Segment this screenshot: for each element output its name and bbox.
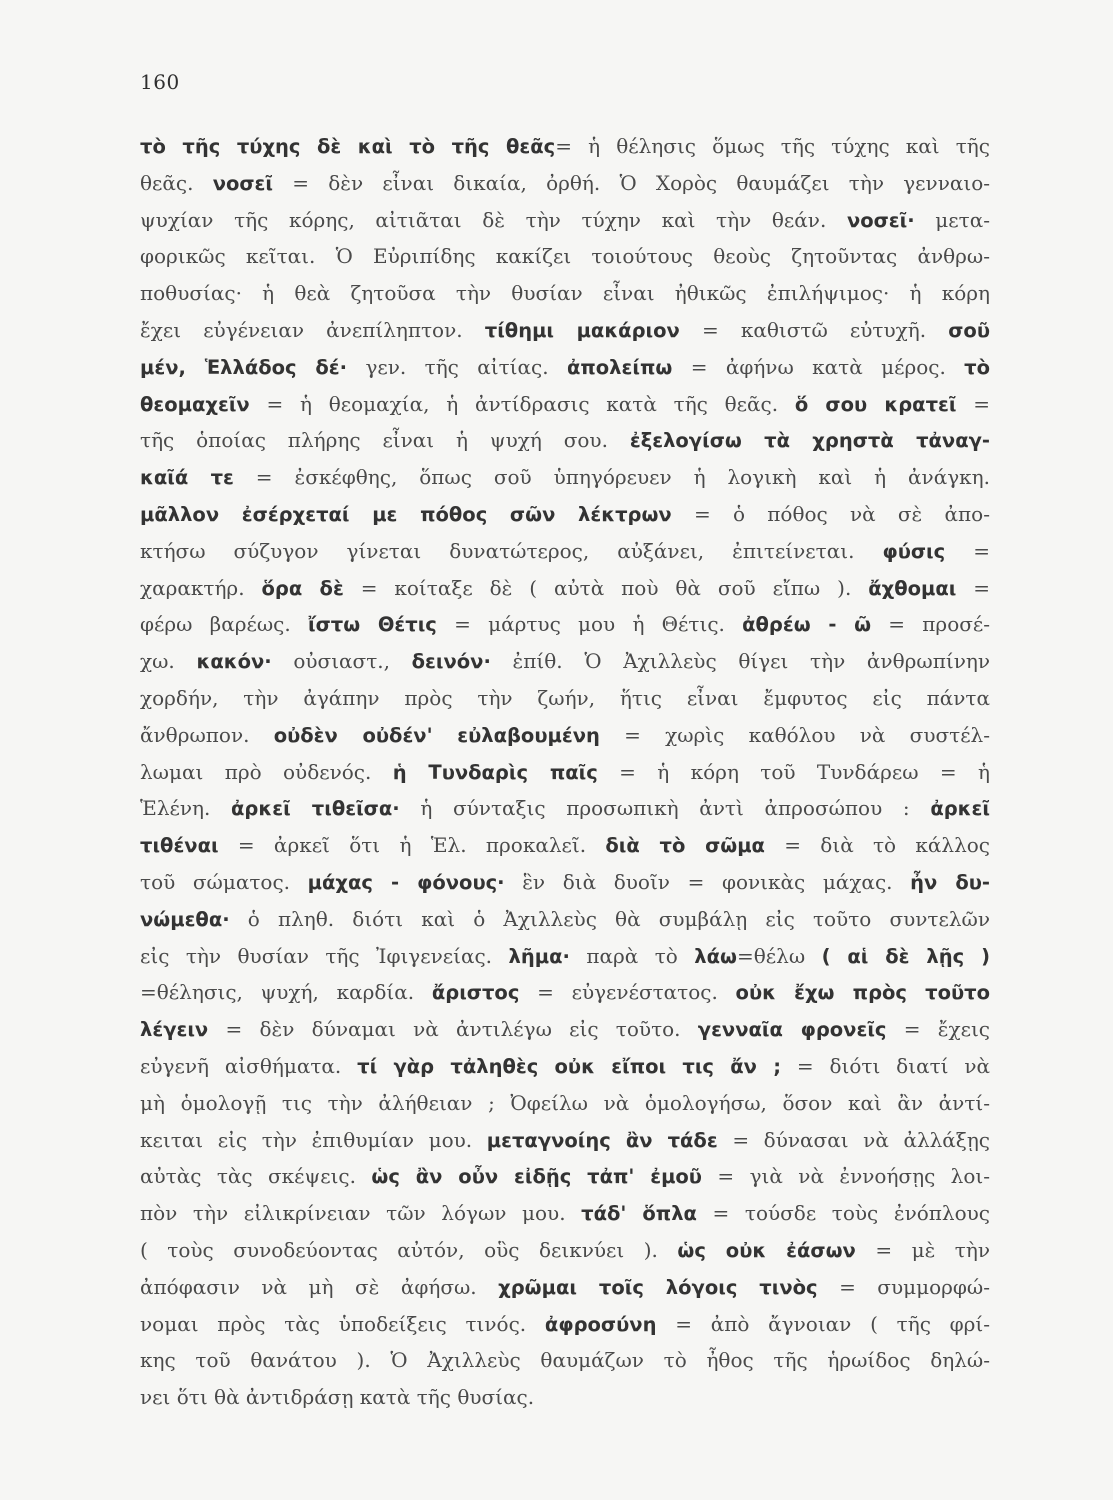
lemma-term: νοσεῖ· — [846, 208, 915, 232]
gloss-text: φέρω βαρέως. — [140, 612, 308, 637]
text-line — [140, 349, 990, 386]
gloss-text: παρὰ τὸ — [569, 943, 695, 968]
gloss-text: =θέλω — [736, 943, 822, 968]
gloss-text: = ἡ θέλησις ὅμως τῆς τύχης καὶ τῆς — [555, 134, 990, 158]
lemma-term: ἀρκεῖ — [930, 797, 990, 821]
lemma-term: ( αἱ δὲ λῇς ) — [821, 944, 990, 968]
text-line — [140, 1048, 990, 1085]
gloss-text: τῆς ὁποίας πλήρης εἶναι ἡ ψυχή σου. — [140, 428, 630, 453]
gloss-text: ψυχίαν τῆς κόρης, αἰτιᾶται δὲ τὴν τύχην καὶ τὴν θεάν. — [140, 207, 847, 232]
gloss-text: = δὲν εἶναι δικαία, ὀρθή. Ὁ Χορὸς θαυμάζει τὴν γενναιο- — [273, 170, 990, 195]
gloss-text: ἐπίθ. Ὁ Ἀχιλλεὺς θίγει τὴν ἀνθρωπίνην — [490, 649, 990, 674]
lemma-term: τὸ τῆς τύχης δὲ καὶ τὸ τῆς θεᾶς — [140, 135, 556, 158]
lemma-term: θεομαχεῖν — [140, 392, 250, 416]
gloss-text: = — [956, 391, 990, 416]
lemma-term: λάω — [694, 944, 737, 968]
lemma-term: ὅ σου κρατεῖ — [794, 392, 957, 416]
gloss-text: χω. — [140, 649, 197, 674]
lemma-term: νώμεθα· — [140, 907, 230, 931]
text-line — [140, 938, 990, 975]
text-line — [140, 202, 990, 239]
lemma-term: μᾶλλον ἐσέρχεταί με πόθος σῶν λέκτρων — [140, 502, 672, 526]
lemma-term: ἀθρέω - ῶ — [742, 613, 872, 637]
gloss-text: = χωρὶς καθόλου νὰ συστέλ- — [599, 722, 990, 747]
gloss-text: = προσέ- — [871, 612, 991, 637]
text-line — [140, 717, 990, 754]
lemma-term: ἄχθομαι — [868, 576, 957, 600]
lemma-term: καῖά τε — [140, 466, 234, 490]
text-line — [140, 1269, 990, 1306]
lemma-term: τάδ' ὅπλα — [581, 1202, 697, 1226]
text-line — [140, 312, 990, 349]
gloss-text: τοῦ σώματος. — [140, 869, 308, 894]
text-line — [140, 1232, 990, 1269]
lemma-term: μάχας - φόνους· — [307, 870, 505, 894]
gloss-text: = δύνασαι νὰ ἀλλάξῃς — [717, 1127, 991, 1152]
lemma-term: ὡς οὐκ ἐάσων — [677, 1238, 856, 1262]
gloss-text: = ἀρκεῖ ὅτι ἡ Ἑλ. προκαλεῖ. — [218, 833, 606, 858]
gloss-text: = ἀφήνω κατὰ μέρος. — [672, 354, 965, 379]
lemma-term: τί γὰρ τἀληθὲς οὐκ εἴποι τις ἄν ; — [357, 1054, 782, 1078]
gloss-text: κης τοῦ θανάτου ). Ὁ Ἀχιλλεὺς θαυμάζων τὸ ἦθος τῆς ἡρωίδος δηλώ- — [140, 1348, 990, 1373]
text-line — [140, 1122, 990, 1159]
lemma-term: διὰ τὸ σῶμα — [605, 834, 765, 858]
text-line — [140, 606, 990, 643]
lemma-term: ἡ Τυνδαρὶς παῖς — [392, 760, 598, 784]
text-line — [140, 1306, 990, 1343]
gloss-text: γεν. τῆς αἰτίας. — [347, 354, 567, 379]
lemma-term: νοσεῖ — [212, 171, 274, 195]
gloss-text: = ὁ πόθος νὰ σὲ ἀπο- — [671, 501, 990, 526]
page-number: 160 — [140, 70, 180, 94]
lemma-term: σοῦ — [948, 318, 990, 342]
lemma-term: τίθημι μακάριον — [484, 318, 680, 342]
text-line — [140, 422, 990, 459]
gloss-text: = μὲ τὴν — [855, 1237, 991, 1262]
gloss-text: μὴ ὁμολογῇ τις τὴν ἀλήθειαν ; Ὀφείλω νὰ ὁμολογήσω, ὅσον καὶ ἂν ἀντί- — [140, 1090, 990, 1115]
gloss-text: νομαι πρὸς τὰς ὑποδείξεις τινός. — [140, 1311, 545, 1336]
gloss-text: = εὐγενέστατος. — [519, 980, 736, 1005]
gloss-text: ἡ σύνταξις προσωπικὴ ἀντὶ ἀπροσώπου : — [399, 796, 931, 821]
gloss-text: ἄνθρωπον. — [140, 722, 274, 747]
lemma-term: λέγειν — [140, 1018, 209, 1042]
text-line — [140, 1195, 990, 1232]
text-line — [140, 533, 990, 570]
lemma-term: ἀπολείπω — [566, 355, 673, 379]
gloss-text: = κοίταξε δὲ ( αὐτὰ ποὺ θὰ σοῦ εἴπω ). — [343, 575, 869, 600]
text-line — [140, 238, 990, 275]
gloss-text: νει ὅτι θὰ ἀντιδράσῃ κατὰ τῆς θυσίας. — [140, 1385, 535, 1410]
lemma-term: ὡς ἂν οὖν εἰδῇς τἀπ' ἐμοῦ — [371, 1165, 702, 1189]
lemma-term: γενναῖα φρονεῖς — [697, 1018, 887, 1042]
lemma-term: ἐξελογίσω τὰ χρηστὰ τἀναγ- — [629, 429, 990, 453]
gloss-text: λωμαι πρὸ οὐδενός. — [140, 759, 393, 784]
text-line — [140, 643, 990, 680]
lemma-term: μεταγνοίης ἂν τάδε — [486, 1128, 718, 1152]
lemma-term: ἀφροσύνη — [544, 1312, 657, 1336]
gloss-text: Ἑλένη. — [140, 796, 232, 821]
text-line — [140, 1379, 990, 1416]
text-line — [140, 754, 990, 791]
lemma-term: λῆμα· — [508, 944, 570, 968]
gloss-text: κτήσω σύζυγον γίνεται δυνατώτερος, αὐξάνει, ἐπιτείνεται. — [140, 538, 883, 563]
gloss-text: = ἔχεις — [886, 1017, 990, 1042]
lemma-term: ἦν δυ- — [910, 870, 990, 894]
gloss-text: αὐτὰς τὰς σκέψεις. — [140, 1164, 372, 1189]
gloss-text: οὐσιαστ., — [271, 649, 412, 674]
lemma-term: ἄριστος — [431, 981, 520, 1005]
gloss-text: = ἀπὸ ἄγνοιαν ( τῆς φρί- — [656, 1311, 991, 1336]
lemma-term: οὐδὲν οὐδέν' εὐλαβουμένη — [273, 723, 600, 747]
gloss-text: = συμμορφώ- — [817, 1274, 990, 1299]
text-line — [140, 1342, 990, 1379]
lemma-term: τὸ — [964, 355, 991, 379]
text-line — [140, 459, 990, 496]
lemma-term: χρῶμαι τοῖς λόγοις τινὸς — [498, 1275, 818, 1299]
text-line — [140, 1158, 990, 1195]
gloss-text: ἓν διὰ δυοῖν = φονικὰς μάχας. — [504, 869, 911, 894]
text-line — [140, 790, 990, 827]
gloss-text: ἀπόφασιν νὰ μὴ σὲ ἀφήσω. — [140, 1274, 499, 1299]
gloss-text: = — [956, 575, 991, 600]
gloss-text: = καθιστῶ εὐτυχῆ. — [679, 317, 949, 342]
gloss-text: = γιὰ νὰ ἐννοήσῃς λοι- — [701, 1164, 991, 1189]
lemma-term: ἴστω Θέτις — [307, 613, 437, 637]
gloss-text: ποθυσίας· ἡ θεὰ ζητοῦσα τὴν θυσίαν εἶναι ἠθικῶς ἐπιλήψιμος· ἡ κόρη — [140, 281, 990, 306]
lemma-term: δεινόν· — [411, 650, 491, 674]
text-line — [140, 128, 990, 165]
lemma-term: φύσις — [882, 539, 946, 563]
text-line — [140, 1011, 990, 1048]
text-line — [140, 864, 990, 901]
text-line — [140, 974, 990, 1011]
gloss-text: = μάρτυς μου ἡ Θέτις. — [436, 612, 743, 637]
gloss-text: = διότι διατί νὰ — [781, 1053, 990, 1078]
gloss-text: = ἡ κόρη τοῦ Τυνδάρεω = ἡ — [597, 759, 990, 784]
gloss-text: = ἡ θεομαχία, ἡ ἀντίδρασις κατὰ τῆς θεᾶς. — [249, 391, 795, 416]
gloss-text: κειται εἰς τὴν ἐπιθυμίαν μου. — [140, 1127, 487, 1152]
gloss-text: πὸν τὴν εἰλικρίνειαν τῶν λόγων μου. — [140, 1201, 582, 1226]
gloss-text: χαρακτήρ. — [140, 575, 262, 600]
gloss-text: εὐγενῆ αἰσθήματα. — [140, 1053, 358, 1078]
gloss-text: = διὰ τὸ κάλλος — [764, 833, 990, 858]
text-line — [140, 496, 990, 533]
lemma-term: κακόν· — [196, 650, 272, 674]
gloss-text: θεᾶς. — [140, 170, 213, 195]
text-line — [140, 165, 990, 202]
lemma-term: ὅρα δὲ — [261, 576, 344, 600]
lemma-term: ἀρκεῖ τιθεῖσα· — [231, 797, 400, 821]
lemma-term: μέν, Ἑλλάδος δέ· — [140, 355, 348, 379]
text-line — [140, 901, 990, 938]
text-line — [140, 827, 990, 864]
gloss-text: = — [945, 538, 990, 563]
text-line — [140, 570, 990, 607]
gloss-text: = δὲν δύναμαι νὰ ἀντιλέγω εἰς τοῦτο. — [208, 1017, 698, 1042]
gloss-text: ἔχει εὐγένειαν ἀνεπίληπτον. — [140, 317, 485, 342]
gloss-text: μετα- — [914, 207, 990, 232]
gloss-text: ὁ πληθ. διότι καὶ ὁ Ἀχιλλεὺς θὰ συμβάλῃ εἰς τοῦτο συντελῶν — [229, 906, 990, 931]
gloss-text: =θέλησις, ψυχή, καρδία. — [140, 980, 432, 1005]
text-line — [140, 680, 990, 717]
gloss-text: = ἐσκέφθης, ὅπως σοῦ ὑπηγόρευεν ἡ λογικὴ καὶ ἡ ἀνάγκη. — [233, 465, 990, 490]
commentary-text — [140, 128, 990, 1416]
gloss-text: φορικῶς κεῖται. Ὁ Εὐριπίδης κακίζει τοιούτους θεοὺς ζητοῦντας ἀνθρω- — [140, 244, 990, 269]
text-line — [140, 1085, 990, 1122]
gloss-text: = τούσδε τοὺς ἐνόπλους — [696, 1201, 991, 1226]
gloss-text: εἰς τὴν θυσίαν τῆς Ἰφιγενείας. — [140, 943, 509, 968]
gloss-text: ( τοὺς συνοδεύοντας αὐτόν, οὓς δεικνύει ). — [140, 1237, 678, 1262]
text-line — [140, 386, 990, 423]
text-line — [140, 275, 990, 312]
lemma-term: τιθέναι — [140, 834, 219, 858]
lemma-term: οὐκ ἔχω πρὸς τοῦτο — [735, 981, 990, 1005]
gloss-text: χορδήν, τὴν ἀγάπην πρὸς τὴν ζωήν, ἥτις εἶναι ἔμφυτος εἰς πάντα — [140, 685, 990, 710]
